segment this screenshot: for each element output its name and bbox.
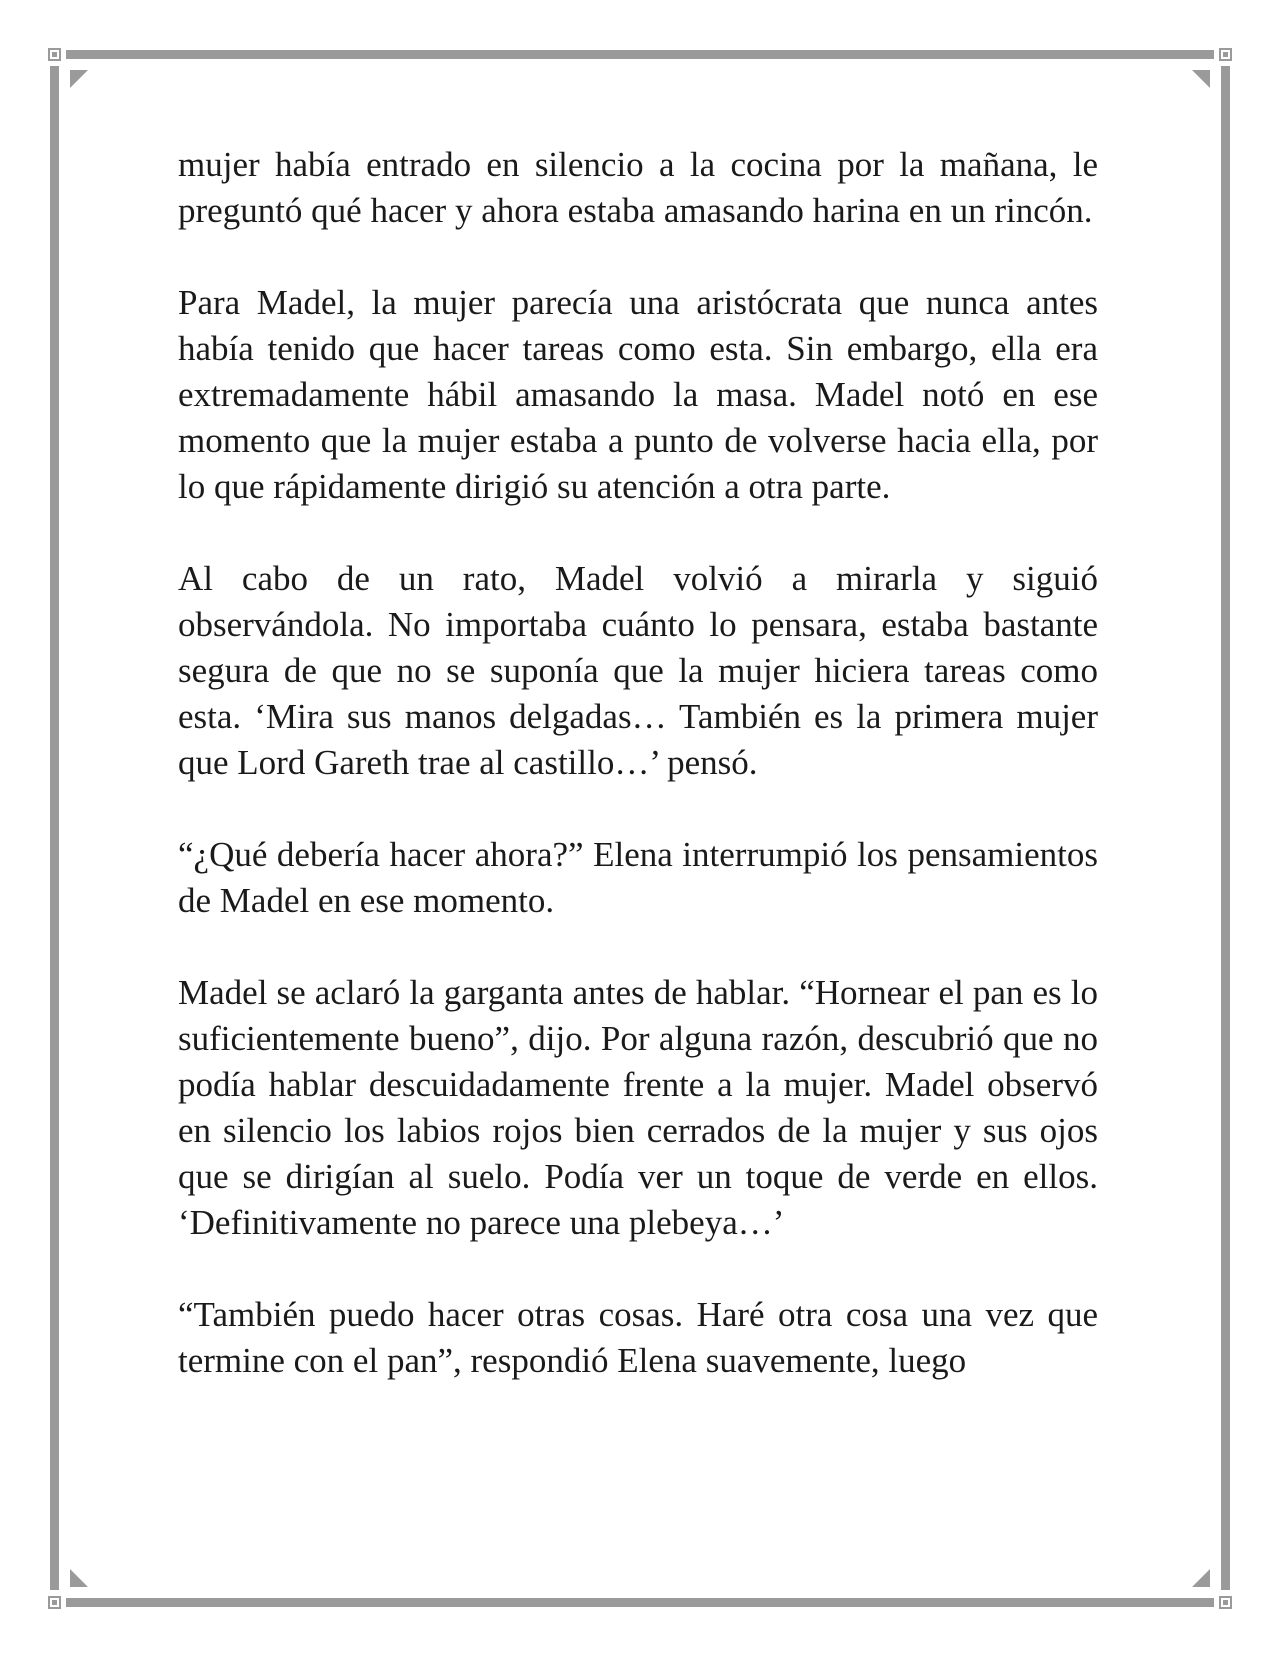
frame-bottom-bar: [66, 1598, 1214, 1607]
paragraph-3: Al cabo de un rato, Madel volvió a mirarla y siguió observándola. No importaba cuánto lo pensara, estaba bastante segura de que no se suponía que la mujer hiciera tareas como esta. ‘Mira sus manos delgadas… También es la primera mujer que Lord Gareth trae al castillo…’ pensó.: [178, 559, 1098, 782]
paragraph-6: “También puedo hacer otras cosas. Haré otra cosa una vez que termine con el pan”, respondió Elena suavemente, luego: [178, 1295, 1098, 1380]
corner-triangle-bottom-right: [1192, 1569, 1210, 1587]
frame-top-bar: [66, 50, 1214, 59]
frame-right-bar: [1221, 66, 1230, 1590]
paragraph-2: Para Madel, la mujer parecía una aristócrata que nunca antes había tenido que hacer tareas como esta. Sin embargo, ella era extremadamente hábil amasando la masa. Madel notó en ese momento que la mujer estaba a punto de volverse hacia ella, por lo que rápidamente dirigió su atención a otra parte.: [178, 283, 1098, 506]
paragraph-1: mujer había entrado en silencio a la cocina por la mañana, le preguntó qué hacer y ahora estaba amasando harina en un rincón.: [178, 145, 1098, 230]
corner-triangle-top-left: [70, 70, 88, 88]
corner-triangle-bottom-left: [70, 1569, 88, 1587]
paragraph-4: “¿Qué debería hacer ahora?” Elena interrumpió los pensamientos de Madel en ese momento.: [178, 835, 1098, 920]
corner-triangle-top-right: [1192, 70, 1210, 88]
paragraph-5: Madel se aclaró la garganta antes de hablar. “Hornear el pan es lo suficientemente bueno”, dijo. Por alguna razón, descubrió que no podía hablar descuidadamente frente a la mujer. Madel observó en silencio los labios rojos bien cerrados de la mujer y sus ojos que se dirigían al suelo. Podía ver un toque de verde en ellos. ‘Definitivamente no parece una plebeya…’: [178, 973, 1098, 1242]
frame-left-bar: [50, 66, 59, 1590]
page-text-body: [178, 142, 1098, 1384]
